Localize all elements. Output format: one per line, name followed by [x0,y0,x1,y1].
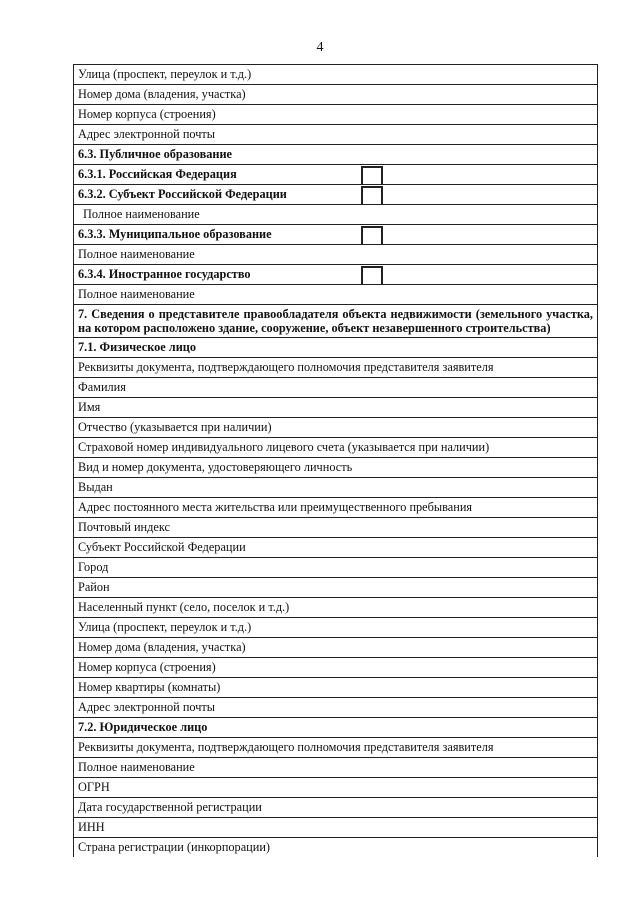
field-label-cell [74,518,598,538]
form-row [74,598,598,618]
checkbox-field-cell [74,165,598,185]
field-label-cell [74,205,598,225]
field-label-cell [74,638,598,658]
section-heading: 7.1. Физическое лицо [78,340,197,354]
form-row [74,738,598,758]
field-label: Дата государственной регистрации [78,800,262,814]
field-label-cell [74,285,598,305]
field-label-cell [74,558,598,578]
form-row [74,185,598,205]
checkbox-row-wrap [78,167,593,182]
field-label: Страховой номер индивидуального лицевого счета (указывается при наличии) [78,440,490,454]
form-row [74,658,598,678]
field-label: Номер дома (владения, участка) [78,87,246,101]
field-label-cell [74,378,598,398]
section-heading-cell [74,145,598,165]
field-label: Реквизиты документа, подтверждающего полномочия представителя заявителя [78,360,494,374]
field-label-cell [74,498,598,518]
section-heading: 6.3. Публичное образование [78,147,233,161]
form-row [74,718,598,738]
field-label: Почтовый индекс [78,520,170,534]
field-label-cell [74,245,598,265]
field-label-cell [74,398,598,418]
form-table-body [74,65,598,858]
field-label: Район [78,580,110,594]
section-heading: 7.2. Юридическое лицо [78,720,208,734]
section-heading: 7. Сведения о представителе правообладателя объекта недвижимости (земельного участка, на котором расположено здание, сооружение, объект незавершенного строительства) [78,307,593,335]
field-label: Адрес электронной почты [78,127,216,141]
field-label: Отчество (указывается при наличии) [78,420,272,434]
form-row [74,145,598,165]
form-row [74,398,598,418]
form-row [74,678,598,698]
form-row [74,438,598,458]
field-label-cell [74,818,598,838]
checkbox[interactable] [361,186,383,205]
field-label-cell [74,658,598,678]
field-label-cell [74,85,598,105]
field-label: Полное наименование [78,760,195,774]
field-label-cell [74,358,598,378]
checkbox[interactable] [361,266,383,285]
form-row [74,498,598,518]
field-label-cell [74,105,598,125]
field-label: Субъект Российской Федерации [78,540,246,554]
field-label: Имя [78,400,101,414]
form-row [74,85,598,105]
field-label: 6.3.3. Муниципальное образование [78,227,272,241]
form-row [74,698,598,718]
form-row [74,358,598,378]
field-label: Страна регистрации (инкорпорации) [78,840,270,854]
form-table [73,64,598,857]
field-label: 6.3.4. Иностранное государство [78,267,251,281]
field-label: Адрес постоянного места жительства или преимущественного пребывания [78,500,473,514]
field-label: Номер корпуса (строения) [78,107,216,121]
form-row [74,838,598,858]
form-row [74,225,598,245]
field-label: Номер дома (владения, участка) [78,640,246,654]
field-label: Улица (проспект, переулок и т.д.) [78,620,252,634]
field-label-cell [74,538,598,558]
checkbox-field-cell [74,225,598,245]
field-label: ИНН [78,820,105,834]
form-row [74,205,598,225]
form-row [74,818,598,838]
form-row [74,378,598,398]
section-heading-cell [74,718,598,738]
checkbox-row-wrap [78,227,593,242]
field-label-cell [74,778,598,798]
form-row [74,285,598,305]
checkbox-field-cell [74,265,598,285]
field-label: Выдан [78,480,113,494]
form-row [74,758,598,778]
field-label: 6.3.2. Субъект Российской Федерации [78,187,287,201]
field-label-cell [74,578,598,598]
form-row [74,798,598,818]
field-label-cell [74,698,598,718]
form-row [74,458,598,478]
form-row [74,245,598,265]
page-number: 4 [316,40,324,55]
field-label-cell [74,838,598,858]
field-label-cell [74,65,598,85]
form-row [74,165,598,185]
form-row [74,478,598,498]
field-label: Фамилия [78,380,126,394]
form-row [74,265,598,285]
form-row [74,638,598,658]
section-heading-cell [74,338,598,358]
field-label-cell [74,678,598,698]
form-row [74,578,598,598]
field-label-cell [74,458,598,478]
field-label: Полное наименование [83,207,200,221]
field-label: Полное наименование [78,287,195,301]
field-label-cell [74,125,598,145]
checkbox-field-cell [74,185,598,205]
form-row [74,418,598,438]
field-label-cell [74,438,598,458]
field-label-cell [74,618,598,638]
field-label-cell [74,598,598,618]
field-label: Улица (проспект, переулок и т.д.) [78,67,252,81]
form-row [74,305,598,338]
form-row [74,558,598,578]
field-label: ОГРН [78,780,110,794]
form-row [74,778,598,798]
field-label: Номер корпуса (строения) [78,660,216,674]
form-row [74,538,598,558]
form-row [74,105,598,125]
field-label-cell [74,738,598,758]
field-label: Вид и номер документа, удостоверяющего личность [78,460,353,474]
checkbox-row-wrap [78,267,593,282]
checkbox[interactable] [361,226,383,245]
field-label: Реквизиты документа, подтверждающего полномочия представителя заявителя [78,740,494,754]
form-row [74,125,598,145]
field-label: Город [78,560,109,574]
section-heading-cell [74,305,598,338]
field-label-cell [74,418,598,438]
field-label: Населенный пункт (село, поселок и т.д.) [78,600,290,614]
checkbox[interactable] [361,166,383,185]
checkbox-row-wrap [78,187,593,202]
field-label-cell [74,758,598,778]
field-label: Номер квартиры (комнаты) [78,680,221,694]
field-label: Полное наименование [78,247,195,261]
field-label: 6.3.1. Российская Федерация [78,167,237,181]
form-row [74,338,598,358]
form-row [74,65,598,85]
form-row [74,518,598,538]
field-label-cell [74,798,598,818]
field-label-cell [74,478,598,498]
form-row [74,618,598,638]
field-label: Адрес электронной почты [78,700,216,714]
